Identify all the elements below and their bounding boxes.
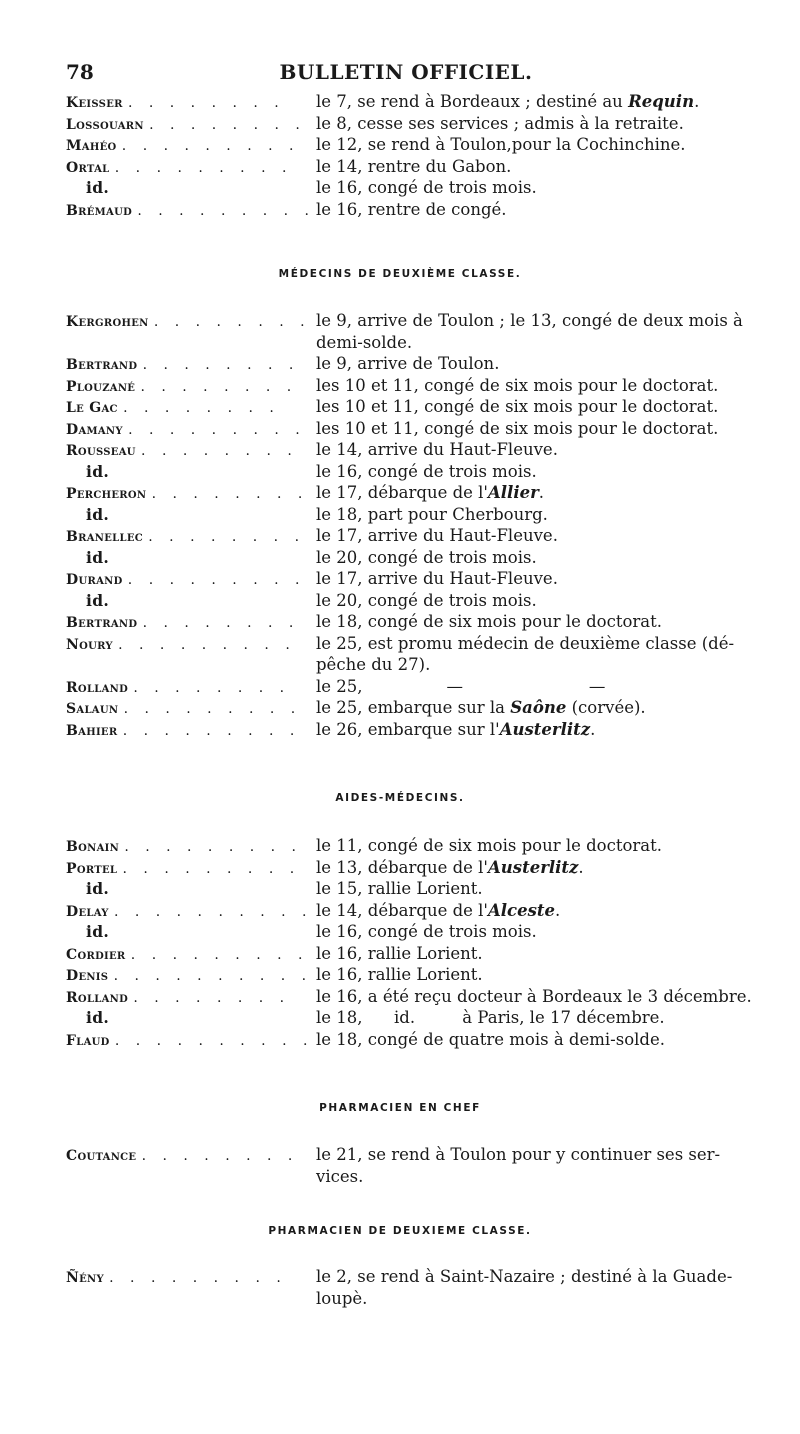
entry-detail-text: le 8, cesse ses services ; admis à la retraite. bbox=[316, 113, 684, 133]
entry-row bbox=[66, 440, 756, 462]
entry-detail-text: le 17, arrive du Haut-Fleuve. bbox=[316, 569, 558, 588]
entry-name: Lossouarn bbox=[66, 116, 144, 133]
ship-name: Austerlitz bbox=[499, 719, 591, 739]
entry-detail-suffix: (corvée). bbox=[566, 698, 646, 717]
entry-name-cell bbox=[66, 462, 316, 484]
entry-detail-text: demi-solde. bbox=[316, 332, 413, 352]
entry-row bbox=[66, 569, 756, 591]
leader-dots: . . . . . . . . . bbox=[137, 202, 315, 219]
entry-row bbox=[66, 655, 756, 677]
entry-row bbox=[66, 1267, 756, 1289]
leader-dots: . . . . . . . . bbox=[153, 314, 311, 330]
entry-name-cell bbox=[66, 569, 316, 591]
entry-name: Cordier bbox=[66, 946, 126, 963]
entry-row bbox=[66, 1008, 756, 1030]
entry-detail bbox=[316, 311, 756, 332]
ship-name: Austerlitz bbox=[487, 857, 579, 877]
entry-name: Ñény bbox=[66, 1270, 104, 1286]
entry-name: Bahier bbox=[66, 722, 118, 739]
entry-name: Bertrand bbox=[66, 357, 138, 373]
leader-dots: . . . . . . . . bbox=[142, 615, 300, 631]
entry-row bbox=[66, 698, 756, 720]
entry-row bbox=[66, 135, 756, 157]
entry-detail bbox=[316, 569, 756, 590]
entry-detail-text: le 25, embarque sur la bbox=[316, 698, 511, 717]
entry-name: id. bbox=[86, 178, 110, 197]
entry-name bbox=[66, 655, 86, 674]
entry-detail bbox=[316, 634, 756, 655]
leader-dots: . . . . . . . . bbox=[133, 679, 291, 696]
leader-dots: . . . . . . . . . bbox=[128, 421, 306, 438]
leader-dots: . . . . . . . . . bbox=[130, 946, 309, 963]
entry-detail bbox=[316, 419, 756, 440]
entry-row bbox=[66, 548, 756, 570]
entry-detail bbox=[316, 548, 756, 569]
entry-name-cell bbox=[66, 879, 316, 901]
entry-name-cell bbox=[66, 354, 316, 376]
entry-row bbox=[66, 677, 756, 699]
entry-name-cell bbox=[66, 135, 316, 157]
entry-name: id. bbox=[86, 547, 110, 567]
entry-detail bbox=[316, 92, 756, 113]
entry-name-cell bbox=[66, 92, 316, 114]
leader-dots: . . . . . . . . . bbox=[114, 159, 293, 176]
entry-row bbox=[66, 114, 756, 136]
entry-row bbox=[66, 987, 756, 1009]
entry-name: Kergrohen bbox=[66, 314, 149, 330]
entry-detail-suffix: . bbox=[578, 857, 584, 877]
entry-detail-suffix: . bbox=[555, 900, 561, 920]
entry-name-cell bbox=[66, 526, 316, 548]
entry-detail bbox=[316, 376, 756, 397]
entry-name-cell bbox=[66, 922, 316, 944]
entry-row bbox=[66, 922, 756, 944]
entry-detail-text: le 9, arrive de Toulon. bbox=[316, 354, 500, 373]
entry-detail bbox=[316, 922, 756, 943]
entry-name: Le Gac bbox=[66, 400, 118, 416]
leader-dots: . . . . . . . . bbox=[148, 529, 306, 545]
entry-detail-text: pêche du 27). bbox=[316, 655, 431, 674]
entry-detail bbox=[316, 505, 756, 526]
entry-name-cell bbox=[66, 440, 316, 462]
entry-name-cell bbox=[66, 548, 316, 570]
entry-detail-text: le 14, débarque de l' bbox=[316, 900, 488, 920]
entry-name: Rolland bbox=[66, 989, 129, 1006]
entry-name-cell bbox=[66, 505, 316, 527]
entry-detail bbox=[316, 987, 756, 1008]
entry-name: Damany bbox=[66, 421, 123, 438]
leader-dots: . . . . . . . . . . bbox=[113, 903, 313, 920]
entry-detail bbox=[316, 655, 756, 676]
leader-dots: . . . . . . . . . bbox=[124, 839, 302, 855]
entry-row bbox=[66, 178, 756, 200]
entry-name-cell bbox=[66, 634, 316, 656]
entry-name: Mahéo bbox=[66, 138, 117, 154]
entry-detail bbox=[316, 157, 756, 178]
entry-detail-text: les 10 et 11, congé de six mois pour le doctorat. bbox=[316, 375, 719, 395]
entry-row bbox=[66, 419, 756, 441]
entry-name: Portel bbox=[66, 860, 118, 877]
entry-detail bbox=[316, 901, 756, 922]
entry-detail-text: le 20, congé de trois mois. bbox=[316, 547, 537, 567]
entry-name: Plouzané bbox=[66, 378, 136, 395]
entries-group-4 bbox=[66, 1145, 756, 1188]
entry-detail-text: le 14, arrive du Haut-Fleuve. bbox=[316, 440, 558, 459]
entry-name: Flaud bbox=[66, 1032, 110, 1049]
entry-detail-text: les 10 et 11, congé de six mois pour le doctorat. bbox=[316, 418, 719, 438]
entry-detail-text: le 16, rentre de congé. bbox=[316, 199, 507, 219]
page-header bbox=[66, 60, 746, 88]
entry-detail bbox=[316, 1289, 756, 1310]
entry-name: Bonain bbox=[66, 839, 120, 855]
leader-dots: . . . . . . . . . . bbox=[113, 968, 313, 984]
entry-detail bbox=[316, 178, 756, 199]
leader-dots: . . . . . . . . bbox=[127, 95, 285, 111]
entry-name-cell bbox=[66, 901, 316, 923]
entry-row bbox=[66, 634, 756, 656]
entry-detail-text: le 15, rallie Lorient. bbox=[316, 879, 483, 898]
entry-row bbox=[66, 591, 756, 613]
entry-row bbox=[66, 505, 756, 527]
entry-name: Coutance bbox=[66, 1148, 137, 1164]
entry-detail bbox=[316, 333, 756, 354]
entry-detail-text: le 25, — — bbox=[316, 676, 606, 696]
entry-name: Branellec bbox=[66, 529, 144, 545]
leader-dots: . . . . . . . . . bbox=[123, 701, 302, 717]
entry-detail bbox=[316, 944, 756, 965]
section-title-medecins: MÉDECINS DE DEUXIÈME CLASSE. bbox=[278, 268, 522, 280]
entry-row bbox=[66, 944, 756, 966]
entry-detail-text: le 17, débarque de l' bbox=[316, 483, 488, 502]
entry-name: id. bbox=[86, 922, 110, 941]
entry-row bbox=[66, 526, 756, 548]
entry-row bbox=[66, 376, 756, 398]
entry-name: id. bbox=[86, 1008, 110, 1027]
entry-name: Denis bbox=[66, 968, 109, 984]
entry-name-cell bbox=[66, 397, 316, 419]
entry-detail-suffix: . bbox=[590, 719, 596, 739]
entry-row bbox=[66, 200, 756, 222]
entry-name-cell bbox=[66, 1289, 316, 1311]
entry-name: Ortal bbox=[66, 159, 110, 176]
entry-row bbox=[66, 157, 756, 179]
leader-dots: . . . . . . . . bbox=[141, 443, 298, 459]
leader-dots: . . . . . . . . . bbox=[109, 1270, 287, 1286]
entry-detail-text: le 13, débarque de l' bbox=[316, 857, 488, 877]
entry-detail bbox=[316, 1267, 756, 1288]
entry-detail-text: le 14, rentre du Gabon. bbox=[316, 156, 512, 176]
entry-name-cell bbox=[66, 1008, 316, 1030]
entry-name-cell bbox=[66, 376, 316, 398]
entry-name-cell bbox=[66, 1030, 316, 1052]
entry-name-cell bbox=[66, 200, 316, 222]
entry-detail bbox=[316, 836, 756, 857]
entry-detail bbox=[316, 698, 756, 719]
entry-detail-text: le 18, congé de six mois pour le doctorat. bbox=[316, 612, 663, 631]
entry-name-cell bbox=[66, 612, 316, 634]
leader-dots: . . . . . . . . . bbox=[122, 722, 301, 739]
entry-detail-text: le 2, se rend à Saint-Nazaire ; destiné à la Guade- bbox=[316, 1267, 733, 1286]
entry-detail-text: le 20, congé de trois mois. bbox=[316, 590, 537, 610]
entry-detail bbox=[316, 591, 756, 612]
ship-name: Saône bbox=[510, 698, 567, 717]
leader-dots: . . . . . . . . . . bbox=[114, 1032, 314, 1049]
entry-row bbox=[66, 483, 756, 505]
entry-detail bbox=[316, 354, 756, 375]
entry-name: Keisser bbox=[66, 95, 123, 111]
entry-row bbox=[66, 1145, 756, 1167]
entry-detail-text: le 7, se rend à Bordeaux ; destiné au bbox=[316, 92, 629, 111]
entry-name-cell bbox=[66, 944, 316, 966]
entry-name: Delay bbox=[66, 903, 109, 920]
entry-name-cell bbox=[66, 483, 316, 505]
entry-name-cell bbox=[66, 858, 316, 880]
entry-name-cell bbox=[66, 720, 316, 742]
entry-row bbox=[66, 901, 756, 923]
section-title-aides-medecins: AIDES-MÉDECINS. bbox=[335, 792, 465, 804]
entry-name: Bertrand bbox=[66, 615, 138, 631]
entry-detail bbox=[316, 965, 756, 986]
entry-name bbox=[66, 1289, 86, 1308]
entry-detail-text: loupè. bbox=[316, 1288, 368, 1308]
entry-detail-suffix: . bbox=[694, 92, 700, 111]
entry-row bbox=[66, 879, 756, 901]
entry-row bbox=[66, 311, 756, 333]
entry-detail-text: le 16, rallie Lorient. bbox=[316, 943, 483, 963]
entry-name-cell bbox=[66, 677, 316, 699]
running-title: BULLETIN OFFICIEL. bbox=[279, 60, 533, 84]
entry-detail bbox=[316, 526, 756, 547]
entry-detail bbox=[316, 135, 756, 156]
entry-row bbox=[66, 965, 756, 987]
entry-name-cell bbox=[66, 836, 316, 858]
leader-dots: . . . . . . . . . bbox=[121, 138, 300, 154]
leader-dots: . . . . . . . . bbox=[123, 400, 280, 416]
entry-row bbox=[66, 836, 756, 858]
entry-detail bbox=[316, 1008, 756, 1029]
entry-detail bbox=[316, 720, 756, 741]
entry-name: id. bbox=[86, 461, 110, 481]
entry-row bbox=[66, 1030, 756, 1052]
entry-row bbox=[66, 612, 756, 634]
entry-name-cell bbox=[66, 591, 316, 613]
entry-name-cell bbox=[66, 311, 316, 333]
entry-detail-text: le 18, id. à Paris, le 17 décembre. bbox=[316, 1008, 665, 1027]
entries-group-3 bbox=[66, 836, 756, 1051]
leader-dots: . . . . . . . . bbox=[151, 486, 309, 502]
entry-detail bbox=[316, 114, 756, 135]
entry-detail bbox=[316, 1167, 756, 1188]
ship-name: Allier bbox=[487, 483, 539, 502]
entry-name-cell bbox=[66, 419, 316, 441]
entry-name-cell bbox=[66, 157, 316, 179]
entry-name-cell bbox=[66, 114, 316, 136]
entry-name-cell bbox=[66, 987, 316, 1009]
entry-row bbox=[66, 333, 756, 355]
entry-detail-text: le 9, arrive de Toulon ; le 13, congé de deux mois à bbox=[316, 311, 743, 330]
entry-detail-text: le 26, embarque sur l' bbox=[316, 719, 500, 739]
page-number: 78 bbox=[66, 60, 94, 84]
entry-name: Salaun bbox=[66, 701, 119, 717]
entry-detail bbox=[316, 483, 756, 504]
entry-detail bbox=[316, 879, 756, 900]
entry-row bbox=[66, 92, 756, 114]
entry-name-cell bbox=[66, 1167, 316, 1189]
entry-name-cell bbox=[66, 965, 316, 987]
entry-name-cell bbox=[66, 655, 316, 677]
entry-detail-text: le 16, congé de trois mois. bbox=[316, 922, 537, 941]
leader-dots: . . . . . . . . . bbox=[122, 860, 301, 877]
section-title-pharmacien-chef: PHARMACIEN EN CHEF bbox=[319, 1102, 481, 1114]
entry-name: Rolland bbox=[66, 679, 129, 696]
entry-detail-text: le 25, est promu médecin de deuxième classe (dé- bbox=[316, 633, 735, 653]
entry-detail bbox=[316, 612, 756, 633]
leader-dots: . . . . . . . . . bbox=[127, 572, 306, 588]
entry-detail-text: le 16, congé de trois mois. bbox=[316, 461, 537, 481]
entry-detail bbox=[316, 1030, 756, 1051]
entry-detail bbox=[316, 397, 756, 418]
entry-detail-text: le 17, arrive du Haut-Fleuve. bbox=[316, 526, 558, 545]
entry-name: id. bbox=[86, 504, 110, 524]
entry-detail-text: le 11, congé de six mois pour le doctorat. bbox=[316, 836, 663, 855]
entries-group-5 bbox=[66, 1267, 756, 1310]
leader-dots: . . . . . . . . . bbox=[118, 636, 296, 653]
entry-name bbox=[66, 1167, 86, 1186]
entry-name-cell bbox=[66, 1145, 316, 1167]
entry-name: id. bbox=[86, 879, 110, 898]
entry-detail-text: les 10 et 11, congé de six mois pour le doctorat. bbox=[316, 397, 719, 416]
leader-dots: . . . . . . . . bbox=[141, 1148, 299, 1164]
entry-name: Rousseau bbox=[66, 443, 136, 459]
entry-name bbox=[66, 333, 86, 352]
entry-name: Percheron bbox=[66, 486, 147, 502]
entry-name: Durand bbox=[66, 572, 123, 588]
ship-name: Alceste bbox=[487, 900, 556, 920]
entry-row bbox=[66, 354, 756, 376]
entries-group-2 bbox=[66, 311, 756, 741]
leader-dots: . . . . . . . . bbox=[133, 989, 291, 1006]
leader-dots: . . . . . . . . bbox=[142, 357, 300, 373]
entry-row bbox=[66, 720, 756, 742]
entry-detail bbox=[316, 200, 756, 221]
entry-row bbox=[66, 397, 756, 419]
entry-detail-text: le 16, a été reçu docteur à Bordeaux le 3 décembre. bbox=[316, 986, 752, 1006]
entry-name-cell bbox=[66, 178, 316, 200]
entry-name: Noury bbox=[66, 636, 113, 653]
entry-detail bbox=[316, 462, 756, 483]
entry-name: Brémaud bbox=[66, 202, 133, 219]
entry-name-cell bbox=[66, 333, 316, 355]
entry-name-cell bbox=[66, 698, 316, 720]
entry-detail bbox=[316, 677, 756, 698]
entry-detail-text: le 18, congé de quatre mois à demi-solde. bbox=[316, 1029, 665, 1049]
entry-detail bbox=[316, 858, 756, 879]
ship-name: Requin bbox=[628, 92, 695, 111]
leader-dots: . . . . . . . . bbox=[140, 378, 298, 395]
entry-row bbox=[66, 462, 756, 484]
entry-row bbox=[66, 1167, 756, 1189]
entries-group-1 bbox=[66, 92, 756, 221]
entry-name-cell bbox=[66, 1267, 316, 1289]
section-title-pharmacien-deuxieme: PHARMACIEN DE DEUXIEME CLASSE. bbox=[268, 1225, 532, 1237]
entry-detail-text: le 16, congé de trois mois. bbox=[316, 178, 537, 197]
entry-detail-text: le 18, part pour Cherbourg. bbox=[316, 504, 548, 524]
leader-dots: . . . . . . . . bbox=[149, 116, 306, 133]
entry-detail-text: le 21, se rend à Toulon pour y continuer ses ser- bbox=[316, 1145, 721, 1164]
entry-detail-text: le 16, rallie Lorient. bbox=[316, 965, 483, 984]
entry-detail bbox=[316, 1145, 756, 1166]
entry-row bbox=[66, 1289, 756, 1311]
entry-name: id. bbox=[86, 590, 110, 610]
entry-row bbox=[66, 858, 756, 880]
entry-detail bbox=[316, 440, 756, 461]
entry-detail-text: le 12, se rend à Toulon,pour la Cochinchine. bbox=[316, 135, 686, 154]
entry-detail-text: vices. bbox=[316, 1166, 364, 1186]
entry-detail-suffix: . bbox=[538, 483, 545, 502]
